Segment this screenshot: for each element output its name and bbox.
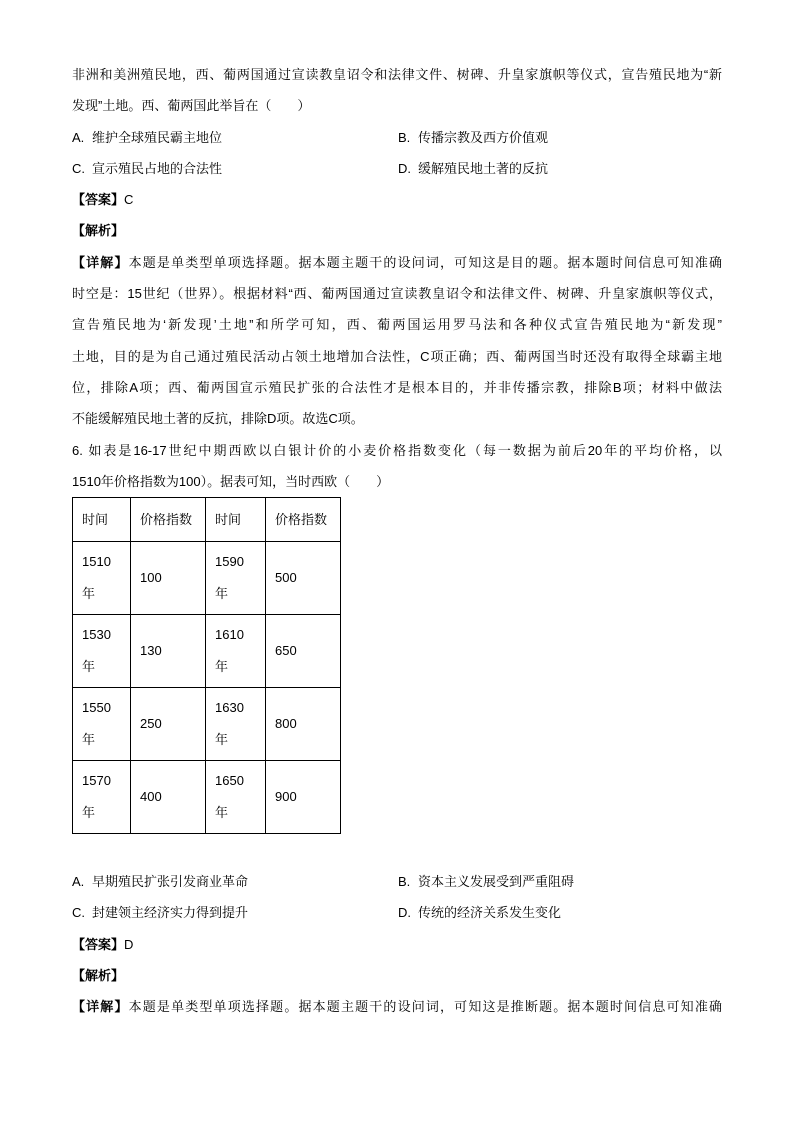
table-cell-index: 500 <box>266 542 341 615</box>
question-5-stem-line: 发现”土地。西、葡两国此举旨在（ ） <box>72 98 311 114</box>
table-cell-index: 130 <box>131 615 206 688</box>
table-header-cell: 时间 <box>73 498 131 542</box>
analysis-label: 【解析】 <box>72 968 125 984</box>
question-6-stem-line: 6. 如表是16-17世纪中期西欧以白银计价的小麦价格指数变化（每一数据为前后20年的平均价格，以 <box>72 442 722 458</box>
year-text: 1510年 <box>82 554 111 602</box>
detail-line: 不能缓解殖民地土著的反抗，排除D项。故选C项。 <box>72 411 364 427</box>
option-text: 封建领主经济实力得到提升 <box>92 905 249 921</box>
table-header-row <box>73 498 341 542</box>
question-5-options-row <box>72 122 722 153</box>
option-c <box>72 153 398 184</box>
detail-line: 位，排除A项；西、葡两国宣示殖民扩张的合法性才是根本目的，并非传播宗教，排除B项；材料中做法 <box>72 379 722 395</box>
question-6-options <box>72 866 722 929</box>
answer-label: 【答案】 <box>72 936 125 952</box>
option-text: 资本主义发展受到严重阻碍 <box>418 874 575 890</box>
table-cell-year <box>73 761 131 834</box>
option-b <box>398 866 574 897</box>
table-header-cell: 时间 <box>206 498 266 542</box>
detail-line <box>72 991 722 1022</box>
year-text: 1610年 <box>215 627 244 675</box>
option-text: 传统的经济关系发生变化 <box>418 905 562 921</box>
option-a <box>72 866 398 897</box>
table-row <box>73 761 341 834</box>
answer-label: 【答案】 <box>72 192 125 208</box>
table-cell-index: 400 <box>131 761 206 834</box>
question-6-options-row <box>72 897 722 928</box>
option-letter: D. <box>398 905 411 921</box>
table-row <box>73 688 341 761</box>
option-text: 缓解殖民地土著的反抗 <box>418 160 549 176</box>
table-cell-year <box>206 688 266 761</box>
table-cell-index: 100 <box>131 542 206 615</box>
option-text: 早期殖民扩张引发商业革命 <box>92 874 249 890</box>
option-a <box>72 122 398 153</box>
question-5 <box>72 59 722 435</box>
answer-line <box>72 929 722 960</box>
detail-text: 本题是单类型单项选择题。据本题主题干的设问词，可知这是推断题。据本题时间信息可知准确 <box>128 999 722 1015</box>
year-text: 1590年 <box>215 554 244 602</box>
option-d <box>398 153 548 184</box>
analysis-label: 【解析】 <box>72 223 125 239</box>
option-letter: C. <box>72 905 85 921</box>
option-letter: B. <box>398 129 411 145</box>
option-b <box>398 122 548 153</box>
year-text: 1530年 <box>82 627 111 675</box>
option-text: 维护全球殖民霸主地位 <box>92 129 223 145</box>
detail-line: 土地，目的是为自己通过殖民活动占领土地增加合法性，C项正确；西、葡两国当时还没有取得全球霸主地 <box>72 348 722 364</box>
document-page <box>72 59 722 1023</box>
answer-value: D <box>124 936 134 952</box>
year-text: 1630年 <box>215 700 244 748</box>
table-cell-index: 900 <box>266 761 341 834</box>
table-cell-year <box>206 542 266 615</box>
detail-text: 本题是单类型单项选择题。据本题主题干的设问词，可知这是目的题。据本题时间信息可知准确 <box>128 254 722 270</box>
table-header-cell: 价格指数 <box>266 498 341 542</box>
option-letter: D. <box>398 160 411 176</box>
table-cell-index: 650 <box>266 615 341 688</box>
question-6-options-row <box>72 866 722 897</box>
option-d <box>398 897 561 928</box>
option-text: 宣示殖民占地的合法性 <box>92 160 223 176</box>
question-6-stem-line: 1510年价格指数为100）。据表可知，当时西欧（ ） <box>72 473 390 489</box>
price-index-table <box>72 497 341 834</box>
analysis-heading <box>72 960 722 991</box>
detail-line: 时空是：15世纪（世界）。根据材料“西、葡两国通过宣读教皇诏令和法律文件、树碑、升皇家旗帜等仪式， <box>72 286 722 302</box>
analysis-heading <box>72 215 722 246</box>
table-row <box>73 542 341 615</box>
option-c <box>72 897 398 928</box>
option-text: 传播宗教及西方价值观 <box>418 129 549 145</box>
option-letter: A. <box>72 874 85 890</box>
option-letter: C. <box>72 160 85 176</box>
question-5-options-row <box>72 153 722 184</box>
table-row <box>73 615 341 688</box>
year-text: 1570年 <box>82 773 111 821</box>
table-cell-year <box>73 615 131 688</box>
year-text: 1550年 <box>82 700 111 748</box>
option-letter: A. <box>72 129 85 145</box>
table-cell-year <box>206 761 266 834</box>
answer-value: C <box>124 192 134 208</box>
table-cell-year <box>73 542 131 615</box>
table-cell-index: 250 <box>131 688 206 761</box>
detail-line <box>72 247 722 278</box>
detail-label: 【详解】 <box>72 999 129 1015</box>
table-header-cell: 价格指数 <box>131 498 206 542</box>
option-letter: B. <box>398 874 411 890</box>
question-5-stem-line: 非洲和美洲殖民地，西、葡两国通过宣读教皇诏令和法律文件、树碑、升皇家旗帜等仪式，宣告殖民地为“新 <box>72 67 722 82</box>
detail-line: 宣告殖民地为‘新发现’土地”和所学可知，西、葡两国运用罗马法和各种仪式宣告殖民地为“新发现” <box>72 317 722 333</box>
answer-line <box>72 184 722 215</box>
question-6 <box>72 435 722 1023</box>
year-text: 1650年 <box>215 773 244 821</box>
table-cell-index: 800 <box>266 688 341 761</box>
table-cell-year <box>73 688 131 761</box>
table-cell-year <box>206 615 266 688</box>
detail-label: 【详解】 <box>72 254 129 270</box>
